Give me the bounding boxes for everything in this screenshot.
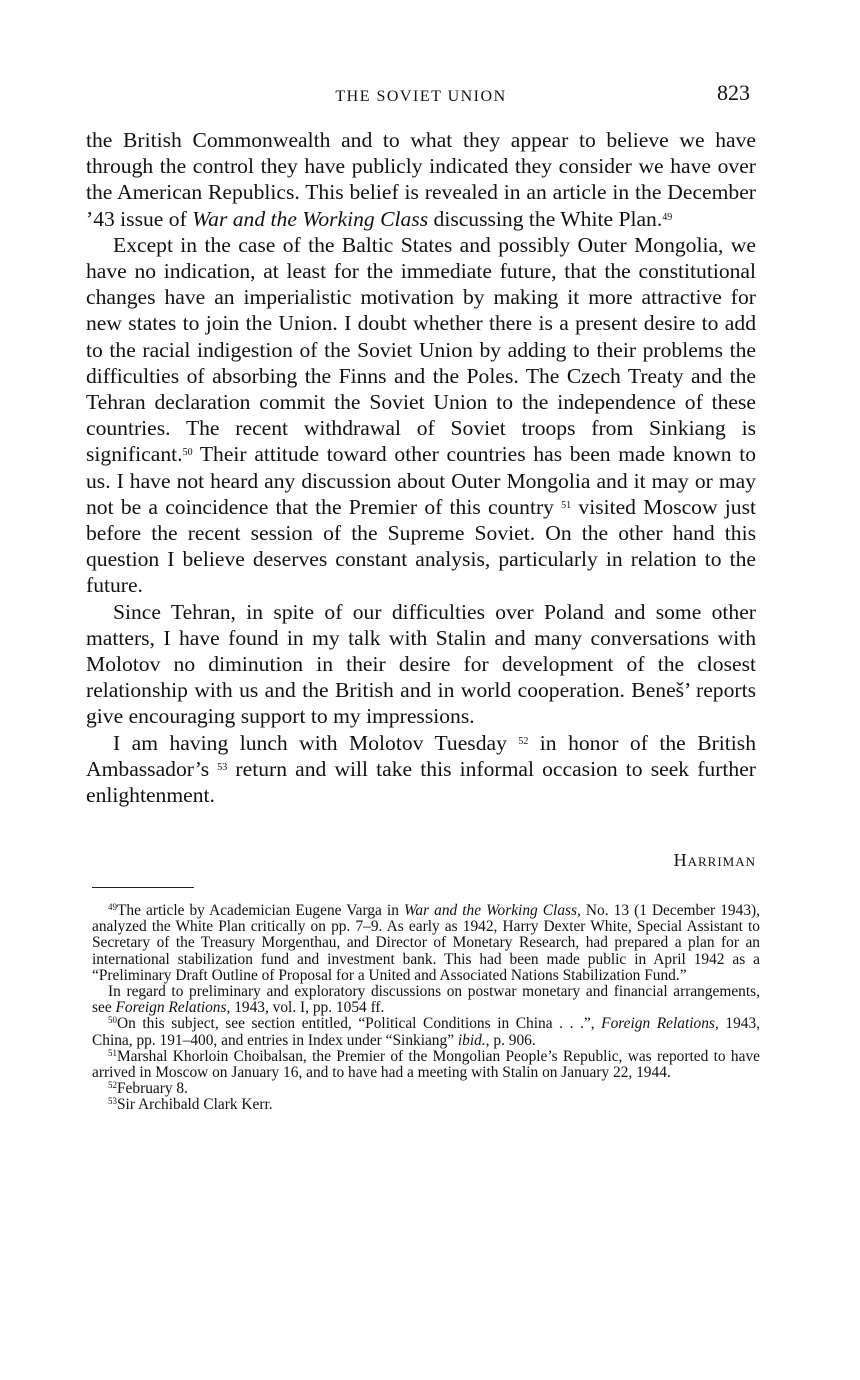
footnote-50 [92, 1016, 760, 1048]
paragraph-1 [86, 127, 756, 232]
paragraph-2-text-b: Their attitude toward other countries has been made known to us. I have not heard any discussion about Outer Mongolia and it may or may not be a coincidence that the Premier of this country [86, 442, 756, 519]
footnote-49-continued [92, 984, 760, 1016]
paragraph-2-text-c: visited Moscow just before the recent session of the Supreme Soviet. On the other hand this question I believe deserves constant analysis, particularly in relation to the future. [86, 494, 756, 598]
footnote-52-number: 52 [108, 1080, 117, 1091]
footnote-ref-49[interactable]: 49 [662, 211, 673, 223]
footnote-52 [92, 1081, 760, 1097]
footnote-divider [92, 887, 194, 888]
footnote-50-italic: Foreign Relations, [601, 1015, 719, 1033]
page-number: 823 [717, 80, 750, 105]
paragraph-3: Since Tehran, in spite of our difficulties over Poland and some other matters, I have found in my talk with Stalin and many conversations with Molotov no diminution in their desire for development of the closest relationship with us and the British and in world cooperation. Beneš’ reports give encouraging support to my impressions. [86, 599, 756, 729]
paragraph-4-text-c: return and will take this informal occasion to seek further enlightenment. [86, 756, 756, 808]
body-text [86, 127, 756, 808]
page-header [88, 80, 754, 112]
footnote-49-cont-text-b: 1943, vol. I, pp. 1054 ff. [230, 999, 385, 1017]
paragraph-2 [86, 232, 756, 599]
footnote-49-number: 49 [108, 902, 117, 912]
footnote-49-cont-italic: Foreign Relations, [115, 999, 231, 1017]
footnote-53 [92, 1097, 760, 1113]
footnote-53-number: 53 [108, 1096, 117, 1107]
footnote-49 [92, 903, 760, 984]
footnote-52-text: February 8. [117, 1080, 188, 1098]
footnote-ref-51[interactable]: 51 [561, 499, 572, 511]
paragraph-1-text-a: the British Commonwealth and to what they appear to believe we have through the control they have publicly indicated they consider we have over the American Republics. This belief is revealed in an article in the December ’43 issue of [86, 128, 756, 231]
footnote-ref-52[interactable]: 52 [518, 735, 529, 747]
paragraph-1-italic: War and the Working Class [192, 206, 429, 231]
paragraph-4-text-b: in honor of the British Ambassador’s [86, 730, 756, 781]
footnote-ref-50[interactable]: 50 [182, 447, 193, 459]
signature: Harriman [673, 850, 756, 870]
footnote-50-italic-2: ibid., [457, 1031, 490, 1049]
footnotes [92, 903, 760, 1114]
footnote-51-text: Marshal Khorloin Choibalsan, the Premier of the Mongolian People’s Republic, was reported to have arrived in Moscow on January 16, and to have had a meeting with Stalin on January 22, 1944. [92, 1047, 760, 1082]
footnote-ref-53[interactable]: 53 [217, 761, 228, 773]
footnote-53-text: Sir Archibald Clark Kerr. [117, 1096, 273, 1114]
footnote-49-cont-text-a: In regard to preliminary and exploratory discussions on postwar monetary and financial arrangements, see [92, 983, 760, 1017]
footnote-49-text-b: No. 13 (1 December 1943), analyzed the White Plan critically on pp. 7–9. As early as 1942, Harry Dexter White, Special Assistant to Secretary of the Treasury Morgenthau, and Director of Monetary Research, had prepared a plan for an international stabilization fund and investment bank. This had been made public in April 1942 as a “Preliminary Draft Outline of Proposal for a United and Associated Nations Stabilization Fund.” [92, 902, 760, 984]
running-head: THE SOVIET UNION [335, 88, 507, 105]
footnote-50-number: 50 [108, 1015, 117, 1026]
footnote-49-italic: War and the Working Class, [403, 902, 581, 919]
paragraph-2-text-a: Except in the case of the Baltic States and possibly Outer Mongolia, we have no indication, at least for the immediate future, that the constitutional changes have an imperialistic motivation by making it more attractive for new states to join the Union. I doubt whether there is a present desire to add to the racial indigestion of the Soviet Union by adding to their problems the difficulties of absorbing the Finns and the Poles. The Czech Treaty and the Tehran declaration commit the Soviet Union to the independence of these countries. The recent withdrawal of Soviet troops from Sinkiang is significant. [86, 232, 756, 467]
footnote-50-text-a: On this subject, see section entitled, “Political Conditions in China . . .”, [117, 1015, 602, 1033]
footnote-50-text-b: 1943, China, pp. 191–400, and entries in Index under “Sinkiang” [92, 1015, 761, 1049]
footnote-49-text-a: The article by Academician Eugene Varga in [117, 902, 404, 919]
footnote-51 [92, 1049, 760, 1081]
footnote-50-text-c: p. 906. [489, 1031, 536, 1049]
paragraph-4-text-a: I am having lunch with Molotov Tuesday [113, 730, 519, 755]
paragraph-1-text-b: discussing the White Plan. [428, 206, 663, 231]
footnote-51-number: 51 [108, 1047, 117, 1058]
paragraph-4 [86, 730, 756, 809]
